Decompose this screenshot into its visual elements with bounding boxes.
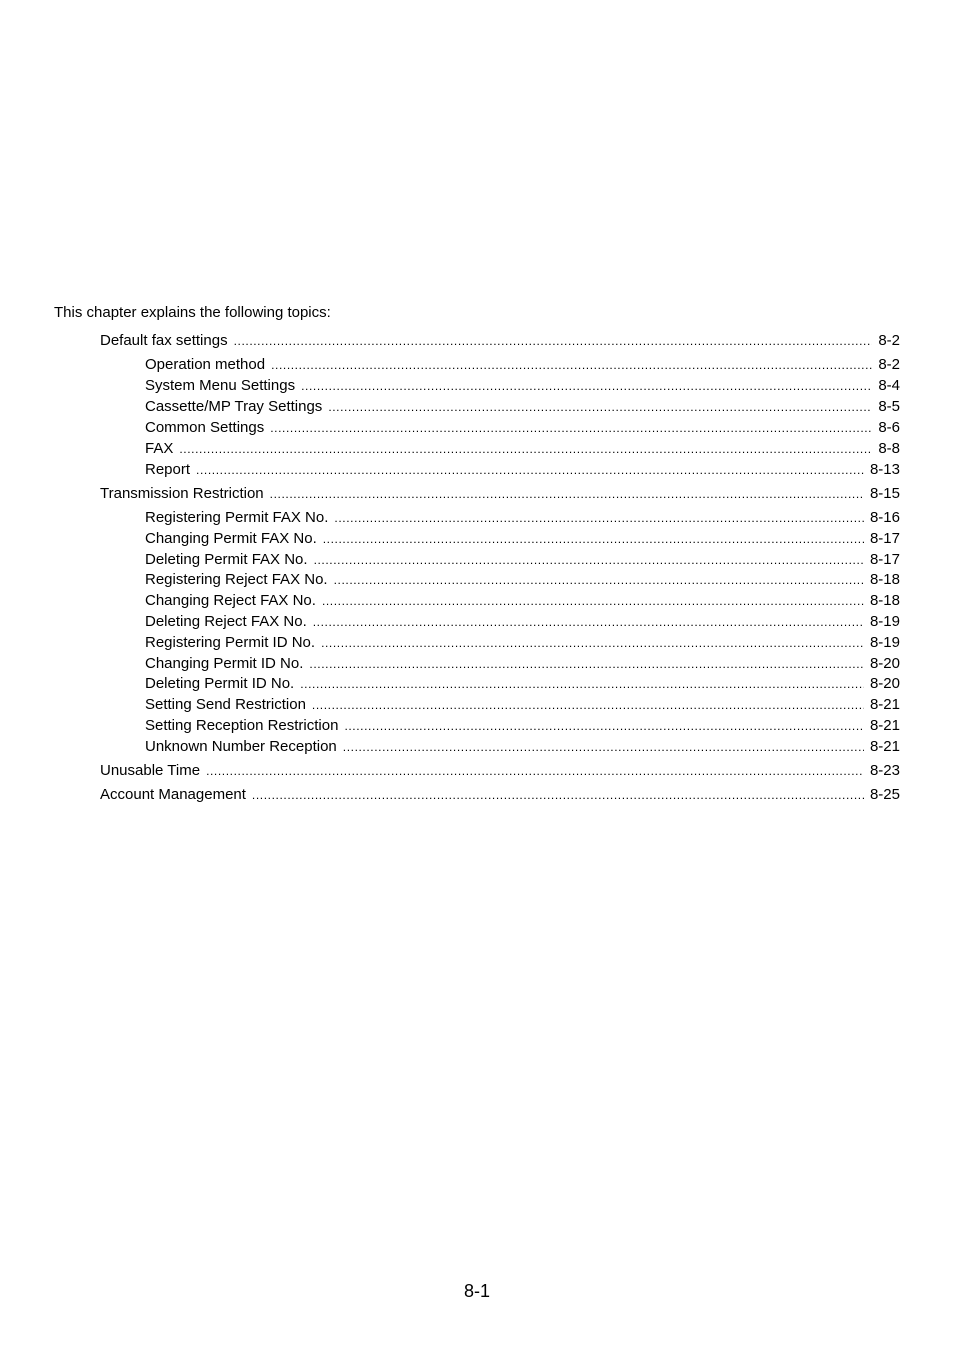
- toc-entry-title: Common Settings: [145, 419, 265, 436]
- toc-entry-page: 8-15: [869, 485, 900, 502]
- toc-entry-title: Default fax settings: [100, 332, 228, 349]
- toc-entry-page: 8-18: [869, 571, 900, 588]
- toc-entry[interactable]: [145, 717, 900, 735]
- toc-entry-page: 8-19: [869, 634, 900, 651]
- toc-entry[interactable]: [100, 332, 900, 350]
- toc-entry-title: Unusable Time: [100, 762, 201, 779]
- toc-entry-title: Report: [145, 461, 191, 478]
- toc-entry-title: Operation method: [145, 356, 266, 373]
- toc-entry-title: Registering Permit FAX No.: [145, 509, 329, 526]
- toc-dot-leader: [206, 762, 864, 780]
- toc-entry-title: Cassette/MP Tray Settings: [145, 398, 323, 415]
- toc-entry-title: Setting Reception Restriction: [145, 717, 339, 734]
- toc-entry-page: 8-18: [869, 592, 900, 609]
- toc-dot-leader: [322, 592, 864, 610]
- toc-entry[interactable]: [145, 551, 900, 569]
- toc-entry[interactable]: [145, 592, 900, 610]
- toc-entry-page: 8-25: [869, 786, 900, 803]
- toc-entry[interactable]: [145, 655, 900, 673]
- toc-entry-title: System Menu Settings: [145, 377, 296, 394]
- toc-entry[interactable]: [145, 377, 900, 395]
- toc-entry[interactable]: [100, 485, 900, 503]
- toc-dot-leader: [300, 675, 864, 693]
- toc-entry[interactable]: [145, 738, 900, 756]
- toc-entry-title: Changing Permit ID No.: [145, 655, 304, 672]
- toc-entry[interactable]: [145, 356, 900, 374]
- toc-entry-title: FAX: [145, 440, 174, 457]
- toc-entry-page: 8-21: [869, 696, 900, 713]
- toc-entry[interactable]: [145, 509, 900, 527]
- toc-dot-leader: [334, 571, 864, 589]
- toc-entry-title: Transmission Restriction: [100, 485, 264, 502]
- toc-dot-leader: [196, 461, 864, 479]
- toc-entry-title: Changing Permit FAX No.: [145, 530, 317, 547]
- toc-entry[interactable]: [145, 613, 900, 631]
- toc-dot-leader: [328, 398, 872, 416]
- toc-dot-leader: [234, 332, 873, 350]
- toc-entry-page: 8-13: [869, 461, 900, 478]
- toc-dot-leader: [309, 655, 864, 673]
- toc-entry[interactable]: [145, 634, 900, 652]
- toc-dot-leader: [301, 377, 872, 395]
- toc-entry-page: 8-23: [869, 762, 900, 779]
- toc-entry-title: Registering Permit ID No.: [145, 634, 316, 651]
- toc-entry-title: Registering Reject FAX No.: [145, 571, 328, 588]
- toc-entry-page: 8-21: [869, 738, 900, 755]
- toc-entry[interactable]: [145, 398, 900, 416]
- toc-entry-title: Deleting Permit ID No.: [145, 675, 295, 692]
- toc-entry-page: 8-17: [869, 530, 900, 547]
- toc-entry-page: 8-6: [878, 419, 900, 436]
- toc-dot-leader: [313, 613, 864, 631]
- toc-entry-title: Setting Send Restriction: [145, 696, 306, 713]
- toc-entry-page: 8-2: [878, 332, 900, 349]
- toc-entry-page: 8-8: [878, 440, 900, 457]
- toc-entry-title: Unknown Number Reception: [145, 738, 337, 755]
- toc-dot-leader: [344, 717, 864, 735]
- toc-entry-page: 8-5: [878, 398, 900, 415]
- toc-entry-page: 8-4: [878, 377, 900, 394]
- toc-entry[interactable]: [145, 461, 900, 479]
- toc-entry-title: Changing Reject FAX No.: [145, 592, 316, 609]
- toc-entry[interactable]: [145, 675, 900, 693]
- toc-dot-leader: [312, 696, 864, 714]
- page-number: 8-1: [463, 1281, 490, 1301]
- toc-dot-leader: [271, 356, 872, 374]
- toc-entry-title: Deleting Permit FAX No.: [145, 551, 308, 568]
- toc-entry-title: Account Management: [100, 786, 246, 803]
- toc-dot-leader: [179, 440, 872, 458]
- toc-dot-leader: [343, 738, 864, 756]
- toc-dot-leader: [252, 786, 864, 804]
- toc-entry-page: 8-19: [869, 613, 900, 630]
- toc-dot-leader: [270, 485, 864, 503]
- toc-dot-leader: [323, 530, 864, 548]
- toc-entry-page: 8-20: [869, 655, 900, 672]
- toc-entry-page: 8-16: [869, 509, 900, 526]
- toc-entry[interactable]: [145, 571, 900, 589]
- toc-entry[interactable]: [145, 419, 900, 437]
- intro-text: This chapter explains the following topics:: [54, 304, 331, 321]
- toc-dot-leader: [321, 634, 864, 652]
- toc-entry-page: 8-21: [869, 717, 900, 734]
- toc-entry[interactable]: [100, 786, 900, 804]
- toc-dot-leader: [270, 419, 872, 437]
- toc-dot-leader: [334, 509, 864, 527]
- toc-entry-page: 8-17: [869, 551, 900, 568]
- toc-entry-page: 8-2: [878, 356, 900, 373]
- toc-entry[interactable]: [100, 762, 900, 780]
- toc-entry[interactable]: [145, 530, 900, 548]
- toc-entry[interactable]: [145, 440, 900, 458]
- toc-entry[interactable]: [145, 696, 900, 714]
- toc-entry-page: 8-20: [869, 675, 900, 692]
- toc-entry-title: Deleting Reject FAX No.: [145, 613, 307, 630]
- toc-dot-leader: [314, 551, 864, 569]
